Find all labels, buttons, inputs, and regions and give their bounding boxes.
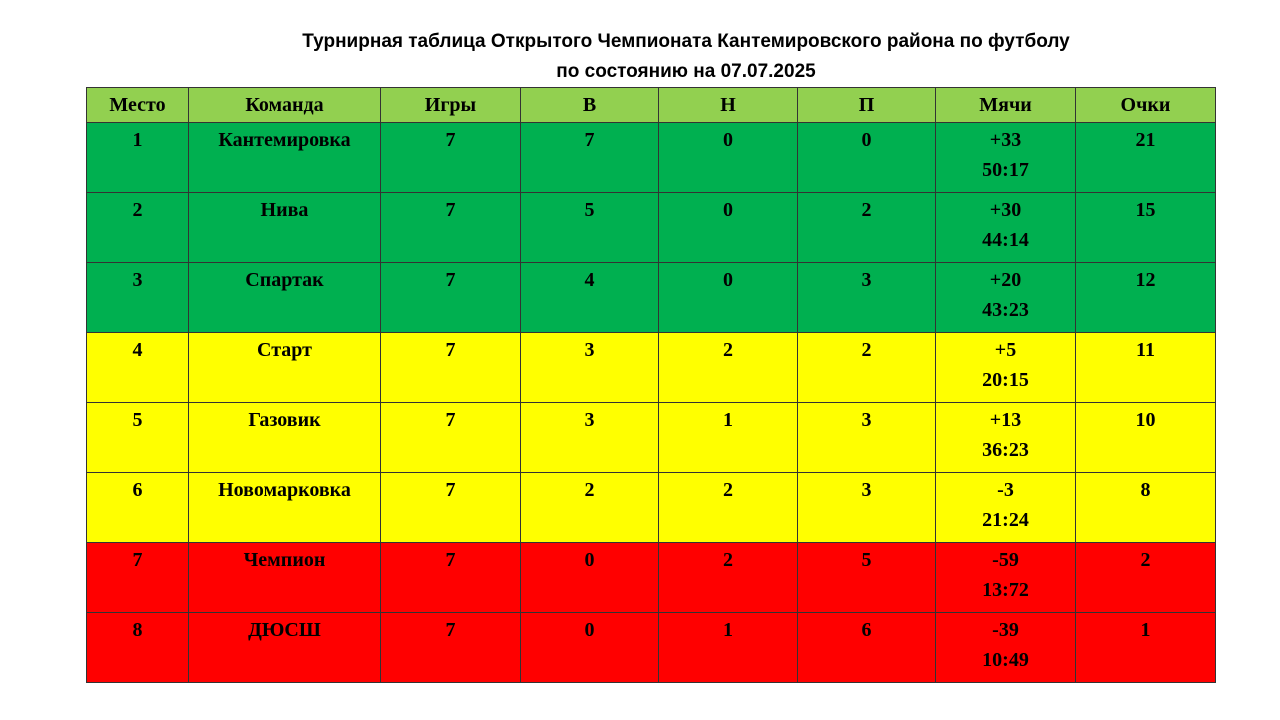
cell-wins: 3	[521, 333, 659, 403]
cell-draws: 2	[659, 333, 798, 403]
cell-points: 1	[1076, 613, 1216, 683]
cell-goals	[936, 193, 1076, 263]
table-row	[87, 123, 1216, 193]
cell-place: 3	[87, 263, 189, 333]
goals-scored-conceded: 20:15	[982, 369, 1029, 391]
table-row	[87, 333, 1216, 403]
header-draws: Н	[659, 88, 798, 123]
cell-draws: 2	[659, 473, 798, 543]
cell-points: 21	[1076, 123, 1216, 193]
cell-place: 7	[87, 543, 189, 613]
page-title	[86, 27, 1280, 87]
cell-points: 10	[1076, 403, 1216, 473]
table-row	[87, 543, 1216, 613]
title-line-2: по состоянию на 07.07.2025	[556, 61, 816, 82]
cell-team: ДЮСШ	[189, 613, 381, 683]
cell-wins: 0	[521, 543, 659, 613]
cell-draws: 1	[659, 403, 798, 473]
cell-goals	[936, 123, 1076, 193]
cell-games: 7	[381, 543, 521, 613]
goal-difference: +33	[989, 129, 1022, 151]
cell-losses: 6	[798, 613, 936, 683]
cell-losses: 3	[798, 263, 936, 333]
cell-losses: 2	[798, 193, 936, 263]
cell-losses: 3	[798, 403, 936, 473]
cell-team: Нива	[189, 193, 381, 263]
goal-difference: -3	[997, 479, 1014, 501]
header-wins: В	[521, 88, 659, 123]
cell-place: 2	[87, 193, 189, 263]
goals-scored-conceded: 44:14	[982, 229, 1029, 251]
goal-difference: +20	[989, 269, 1022, 291]
goal-difference: +5	[994, 339, 1017, 361]
goals-scored-conceded: 10:49	[982, 649, 1029, 671]
cell-wins: 7	[521, 123, 659, 193]
cell-wins: 5	[521, 193, 659, 263]
header-row	[87, 88, 1216, 123]
cell-team: Чемпион	[189, 543, 381, 613]
goals-scored-conceded: 50:17	[982, 159, 1029, 181]
header-team: Команда	[189, 88, 381, 123]
cell-games: 7	[381, 473, 521, 543]
cell-place: 1	[87, 123, 189, 193]
cell-goals	[936, 333, 1076, 403]
goals-scored-conceded: 43:23	[982, 299, 1029, 321]
title-line-1: Турнирная таблица Открытого Чемпионата Кантемировского района по футболу	[302, 31, 1070, 52]
goal-difference: +13	[989, 409, 1022, 431]
cell-draws: 0	[659, 123, 798, 193]
goal-difference: -59	[992, 549, 1019, 571]
header-losses: П	[798, 88, 936, 123]
header-place: Место	[87, 88, 189, 123]
goals-scored-conceded: 36:23	[982, 439, 1029, 461]
cell-draws: 0	[659, 263, 798, 333]
cell-team: Новомарковка	[189, 473, 381, 543]
cell-team: Газовик	[189, 403, 381, 473]
cell-draws: 2	[659, 543, 798, 613]
cell-wins: 4	[521, 263, 659, 333]
cell-goals	[936, 403, 1076, 473]
goals-scored-conceded: 13:72	[982, 579, 1029, 601]
cell-points: 2	[1076, 543, 1216, 613]
cell-losses: 2	[798, 333, 936, 403]
cell-points: 12	[1076, 263, 1216, 333]
table-row	[87, 263, 1216, 333]
cell-team: Старт	[189, 333, 381, 403]
table-row	[87, 613, 1216, 683]
header-points: Очки	[1076, 88, 1216, 123]
header-games: Игры	[381, 88, 521, 123]
cell-place: 4	[87, 333, 189, 403]
cell-draws: 0	[659, 193, 798, 263]
cell-team: Спартак	[189, 263, 381, 333]
cell-goals	[936, 613, 1076, 683]
cell-games: 7	[381, 403, 521, 473]
cell-wins: 3	[521, 403, 659, 473]
cell-points: 11	[1076, 333, 1216, 403]
goals-scored-conceded: 21:24	[982, 509, 1029, 531]
cell-games: 7	[381, 123, 521, 193]
table-body	[87, 123, 1216, 683]
cell-goals	[936, 543, 1076, 613]
cell-games: 7	[381, 613, 521, 683]
goal-difference: +30	[989, 199, 1022, 221]
table-row	[87, 473, 1216, 543]
standings-table	[86, 87, 1216, 683]
cell-place: 8	[87, 613, 189, 683]
cell-place: 5	[87, 403, 189, 473]
cell-draws: 1	[659, 613, 798, 683]
cell-games: 7	[381, 263, 521, 333]
cell-games: 7	[381, 193, 521, 263]
cell-wins: 2	[521, 473, 659, 543]
cell-losses: 0	[798, 123, 936, 193]
cell-points: 15	[1076, 193, 1216, 263]
table-row	[87, 403, 1216, 473]
cell-losses: 5	[798, 543, 936, 613]
goal-difference: -39	[992, 619, 1019, 641]
cell-goals	[936, 263, 1076, 333]
cell-games: 7	[381, 333, 521, 403]
header-goals: Мячи	[936, 88, 1076, 123]
table-row	[87, 193, 1216, 263]
cell-goals	[936, 473, 1076, 543]
cell-team: Кантемировка	[189, 123, 381, 193]
cell-place: 6	[87, 473, 189, 543]
cell-wins: 0	[521, 613, 659, 683]
cell-points: 8	[1076, 473, 1216, 543]
cell-losses: 3	[798, 473, 936, 543]
